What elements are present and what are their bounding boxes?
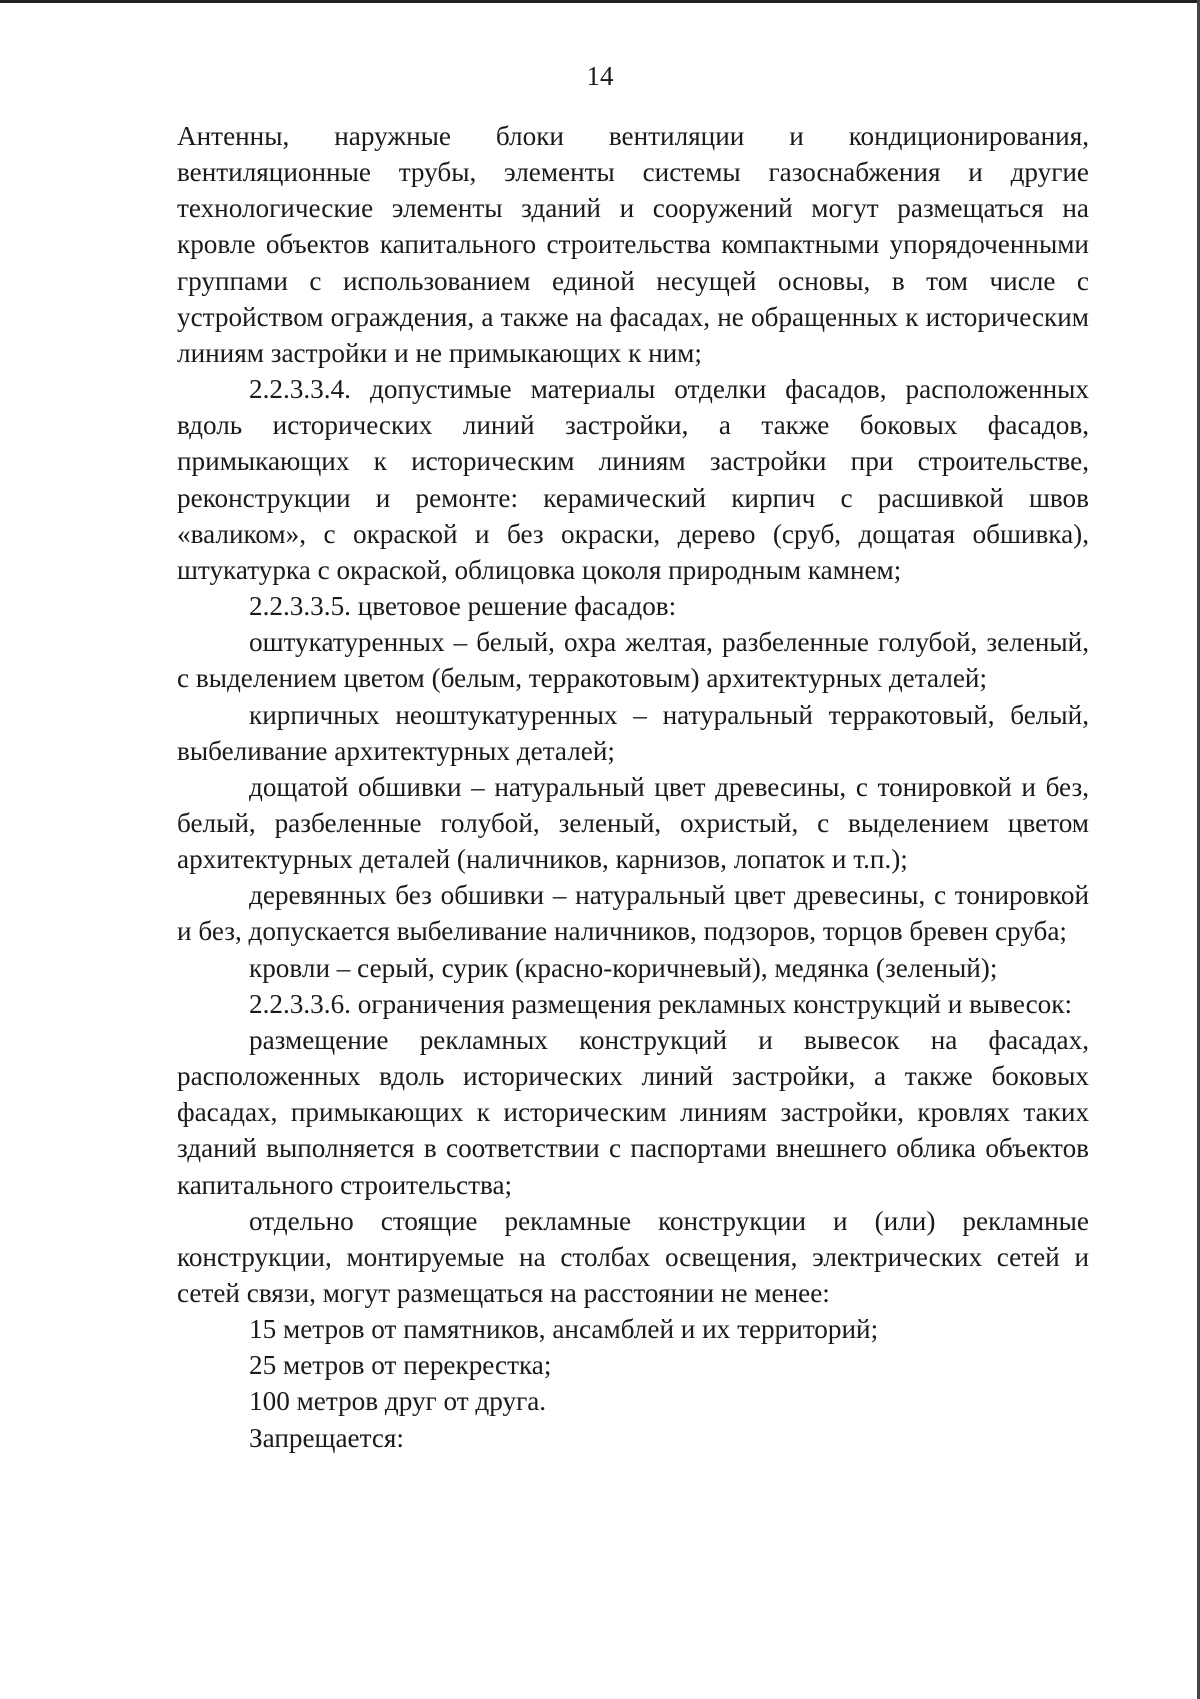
paragraph-plastered: оштукатуренных – белый, охра желтая, разбеленные голубой, зеленый, с выделением цветом (белым, терракотовым) архитектурных деталей; <box>177 627 1089 694</box>
list-item-100-meters: 100 метров друг от друга. <box>249 1386 547 1417</box>
paragraph-brick: кирпичных неоштукатуренных – натуральный терракотовый, белый, выбеливание архитектурных деталей; <box>177 699 1089 766</box>
paragraph-2-2-3-3-4: 2.2.3.3.4. допустимые материалы отделки фасадов, расположенных вдоль исторических линий застройки, а также боковых фасадов, примыкающих к историческим линиям застройки при строительстве, реконструкции и ремонте: керамический кирпич с расшивкой швов «валиком», с окраской и без окраски, дерево (сруб, дощатая обшивка), штукатурка с окраской, облицовка цоколя природным камнем; <box>177 374 1089 585</box>
list-item-25-meters: 25 метров от перекрестка; <box>249 1350 552 1381</box>
list-item-15-meters: 15 метров от памятников, ансамблей и их территорий; <box>249 1314 879 1345</box>
document-body <box>177 118 1089 1456</box>
paragraph-prohibited: Запрещается: <box>249 1422 404 1453</box>
paragraph-ad-placement: размещение рекламных конструкций и вывесок на фасадах, расположенных вдоль исторических линий застройки, а также боковых фасадах, примыкающих к историческим линиям застройки, кровлях таких зданий выполняется в соответствии с паспортами внешнего облика объектов капитального строительства; <box>177 1024 1089 1200</box>
paragraph-antennas: Антенны, наружные блоки вентиляции и кондиционирования, вентиляционные трубы, элементы системы газоснабжения и другие технологические элементы зданий и сооружений могут размещаться на кровле объектов капитального строительства компактными упорядоченными группами с использованием единой несущей основы, в том числе с устройством ограждения, а также на фасадах, не обращенных к историческим линиям застройки и не примыкающих к ним; <box>177 121 1089 368</box>
scan-edge-top <box>0 0 1200 3</box>
paragraph-2-2-3-3-6: 2.2.3.3.6. ограничения размещения рекламных конструкций и вывесок: <box>249 988 1073 1019</box>
paragraph-board-cladding: дощатой обшивки – натуральный цвет древесины, с тонировкой и без, белый, разбеленные голубой, зеленый, охристый, с выделением цветом архитектурных деталей (наличников, карнизов, лопаток и т.п.); <box>177 771 1089 875</box>
paragraph-wooden: деревянных без обшивки – натуральный цвет древесины, с тонировкой и без, допускается выбеливание наличников, подзоров, торцов бревен сруба; <box>177 880 1089 947</box>
page-number: 14 <box>586 61 614 91</box>
paragraph-2-2-3-3-5: 2.2.3.3.5. цветовое решение фасадов: <box>249 591 677 622</box>
paragraph-roofs: кровли – серый, сурик (красно-коричневый), медянка (зеленый); <box>249 952 998 983</box>
paragraph-standalone-ads: отдельно стоящие рекламные конструкции и (или) рекламные конструкции, монтируемые на столбах освещения, электрических сетей и сетей связи, могут размещаться на расстоянии не менее: <box>177 1205 1089 1308</box>
